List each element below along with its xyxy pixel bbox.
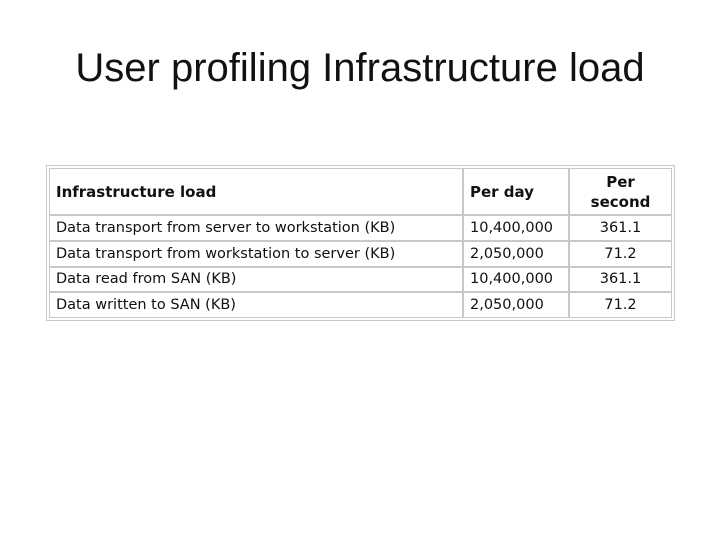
slide-title: User profiling Infrastructure load	[75, 46, 645, 90]
row-label: Data transport from server to workstation (KB)	[49, 215, 463, 241]
row-per-day: 10,400,000	[463, 215, 569, 241]
row-per-day: 2,050,000	[463, 292, 569, 318]
row-per-second: 71.2	[569, 292, 672, 318]
row-per-second: 361.1	[569, 215, 672, 241]
header-per-second-line2: second	[590, 192, 651, 211]
row-per-day: 2,050,000	[463, 241, 569, 267]
table-row	[49, 241, 672, 267]
infrastructure-load-table	[46, 165, 675, 321]
table-header-row	[49, 168, 672, 215]
row-per-day: 10,400,000	[463, 267, 569, 293]
row-per-second: 71.2	[569, 241, 672, 267]
header-per-second	[569, 168, 672, 215]
table-row	[49, 292, 672, 318]
table-row	[49, 215, 672, 241]
row-label: Data written to SAN (KB)	[49, 292, 463, 318]
header-per-day: Per day	[463, 168, 569, 215]
row-label: Data transport from workstation to server (KB)	[49, 241, 463, 267]
header-infrastructure-load: Infrastructure load	[49, 168, 463, 215]
table-row	[49, 267, 672, 293]
row-label: Data read from SAN (KB)	[49, 267, 463, 293]
header-per-second-line1: Per	[606, 172, 635, 191]
data-table	[49, 168, 672, 318]
row-per-second: 361.1	[569, 267, 672, 293]
